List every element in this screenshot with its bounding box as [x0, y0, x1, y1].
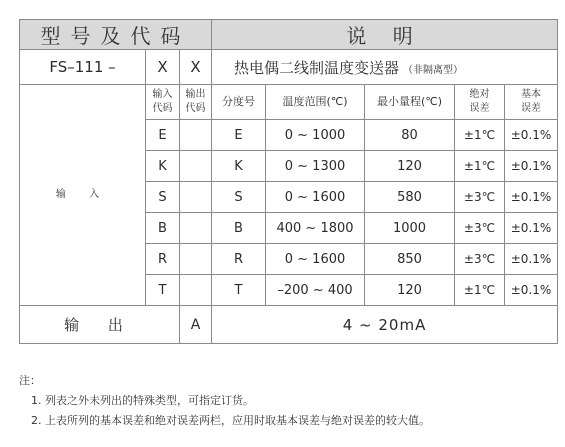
min-range: 80: [365, 120, 455, 151]
basic-error: ±0.1%: [505, 120, 558, 151]
abs-error: ±1℃: [455, 151, 505, 182]
spec-table: [19, 19, 558, 344]
model-desc-main: 热电偶二线制温度变送器: [234, 58, 400, 77]
output-code-empty: [180, 120, 212, 151]
graduation: E: [212, 120, 266, 151]
notes-title: 注：: [19, 374, 41, 387]
abs-error: ±1℃: [455, 275, 505, 306]
note-item-1: 1. 列表之外未列出的特殊类型，可指定订货。: [31, 394, 254, 407]
min-range: 580: [365, 182, 455, 213]
model-code: FS–111 –: [20, 50, 146, 85]
note-item-2: 2. 上表所列的基本误差和绝对误差两栏，应用时取基本误差与绝对误差的较大值。: [31, 414, 430, 427]
header-description: 说 明: [212, 20, 558, 50]
model-desc-sub: （非隔离型）: [403, 64, 464, 76]
basic-error: ±0.1%: [505, 275, 558, 306]
input-code: S: [146, 182, 180, 213]
temp-range: 0 ~ 1600: [266, 244, 365, 275]
notes: [19, 371, 559, 431]
col-basic-error: 基本 误差: [505, 85, 558, 120]
output-code-empty: [180, 151, 212, 182]
basic-error: ±0.1%: [505, 213, 558, 244]
min-range: 850: [365, 244, 455, 275]
input-code: T: [146, 275, 180, 306]
input-code: E: [146, 120, 180, 151]
temp-range: –200 ~ 400: [266, 275, 365, 306]
temp-range: 0 ~ 1600: [266, 182, 365, 213]
abs-error: ±3℃: [455, 244, 505, 275]
model-description: [212, 50, 558, 85]
output-code-empty: [180, 275, 212, 306]
graduation: B: [212, 213, 266, 244]
input-code: K: [146, 151, 180, 182]
output-code-empty: [180, 244, 212, 275]
graduation: K: [212, 151, 266, 182]
graduation: R: [212, 244, 266, 275]
col-abs-error: 绝对 误差: [455, 85, 505, 120]
col-input-code: 输入 代码: [146, 85, 180, 120]
header-model: 型号及代码: [20, 20, 212, 50]
input-code: R: [146, 244, 180, 275]
model-x1: X: [146, 50, 180, 85]
basic-error: ±0.1%: [505, 151, 558, 182]
col-graduation: 分度号: [212, 85, 266, 120]
min-range: 120: [365, 275, 455, 306]
min-range: 1000: [365, 213, 455, 244]
min-range: 120: [365, 151, 455, 182]
output-signal: 4 ~ 20mA: [212, 306, 558, 344]
output-code-empty: [180, 182, 212, 213]
output-code-empty: [180, 213, 212, 244]
output-section-label: 输 出: [20, 306, 180, 344]
temp-range: 0 ~ 1000: [266, 120, 365, 151]
model-x2: X: [180, 50, 212, 85]
temp-range: 0 ~ 1300: [266, 151, 365, 182]
graduation: T: [212, 275, 266, 306]
col-min-range: 最小量程(℃): [365, 85, 455, 120]
abs-error: ±1℃: [455, 120, 505, 151]
abs-error: ±3℃: [455, 213, 505, 244]
abs-error: ±3℃: [455, 182, 505, 213]
output-code: A: [180, 306, 212, 344]
input-section-label: 输 入: [20, 85, 146, 306]
col-output-code: 输出 代码: [180, 85, 212, 120]
graduation: S: [212, 182, 266, 213]
col-temp-range: 温度范围(℃): [266, 85, 365, 120]
temp-range: 400 ~ 1800: [266, 213, 365, 244]
basic-error: ±0.1%: [505, 244, 558, 275]
basic-error: ±0.1%: [505, 182, 558, 213]
input-code: B: [146, 213, 180, 244]
